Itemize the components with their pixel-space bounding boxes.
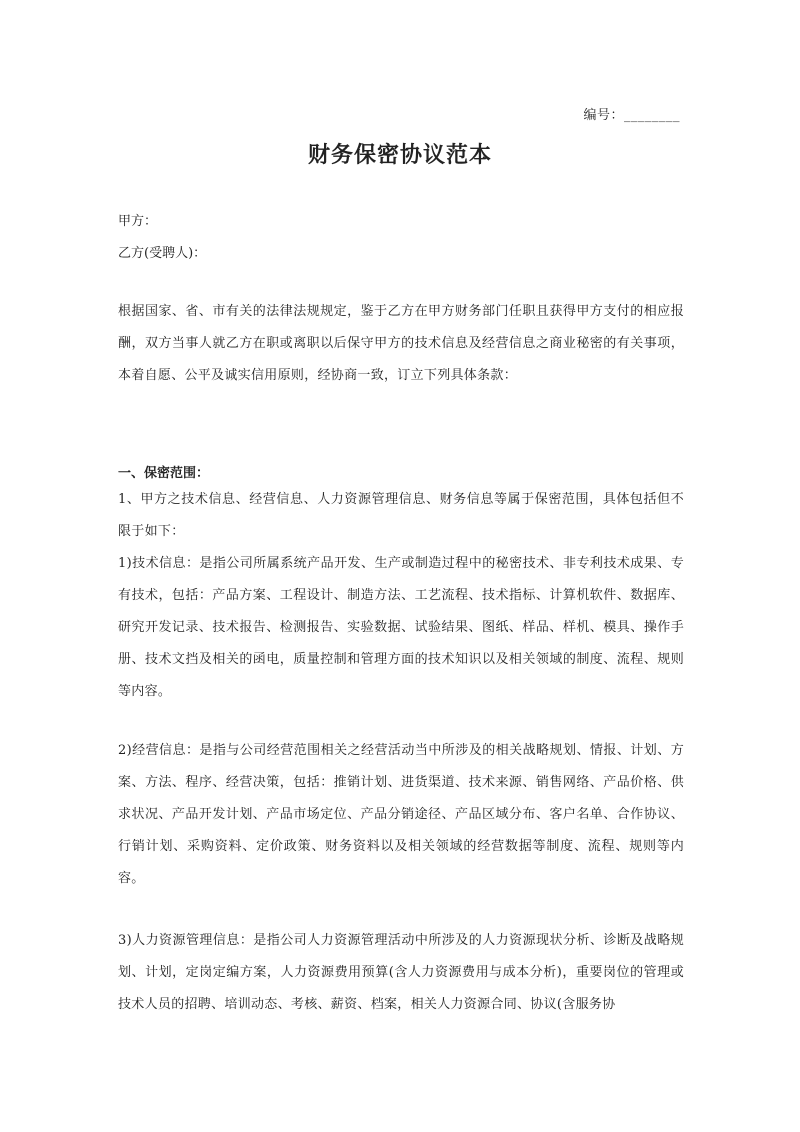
party-a-line: 甲方： [118, 214, 158, 229]
clause-paragraph: 1、甲方之技术信息、经营信息、人力资源管理信息、财务信息等属于保密范围，具体包括但不限于如下： [118, 492, 684, 539]
document-number: 编号：________ [583, 108, 680, 123]
preamble-paragraph: 根据国家、省、市有关的法律法规规定，鉴于乙方在甲方财务部门任职且获得甲方支付的相应报酬，双方当事人就乙方在职或离职以后保守甲方的技术信息及经营信息之商业秘密的有关事项，本着自愿、公平及诚实信用原则，经协商一致，订立下列具体条款： [118, 304, 684, 383]
business-info-paragraph: 2)经营信息：是指与公司经营范围相关之经营活动当中所涉及的相关战略规划、情报、计划、方案、方法、程序、经营决策，包括：推销计划、进货渠道、技术来源、销售网络、产品价格、供求状况、产品开发计划、产品市场定位、产品分销途径、产品区域分布、客户名单、合作协议、行销计划、采购资料、定价政策、财务资料以及相关领域的经营数据等制度、流程、规则等内容。 [118, 743, 684, 886]
party-b-line: 乙方(受聘人)： [118, 246, 207, 261]
technical-info-paragraph: 1)技术信息：是指公司所属系统产品开发、生产或制造过程中的秘密技术、非专利技术成果、专有技术，包括：产品方案、工程设计、制造方法、工艺流程、技术指标、计算机软件、数据库、研究开发记录、技术报告、检测报告、实验数据、试验结果、图纸、样品、样机、模具、操作手册、技术文挡及相关的函电，质量控制和管理方面的技术知识以及相关领域的制度、流程、规则等内容。 [118, 556, 684, 699]
section-heading-confidential-scope: 一、保密范围： [118, 466, 210, 481]
document-title: 财务保密协议范本 [307, 142, 492, 168]
hr-info-paragraph: 3)人力资源管理信息：是指公司人力资源管理活动中所涉及的人力资源现状分析、诊断及战略规划、计划，定岗定编方案，人力资源费用预算(含人力资源费用与成本分析)，重要岗位的管理或技术人员的招聘、培训动态、考核、薪资、档案，相关人力资源合同、协议(含服务协 [118, 933, 684, 1012]
